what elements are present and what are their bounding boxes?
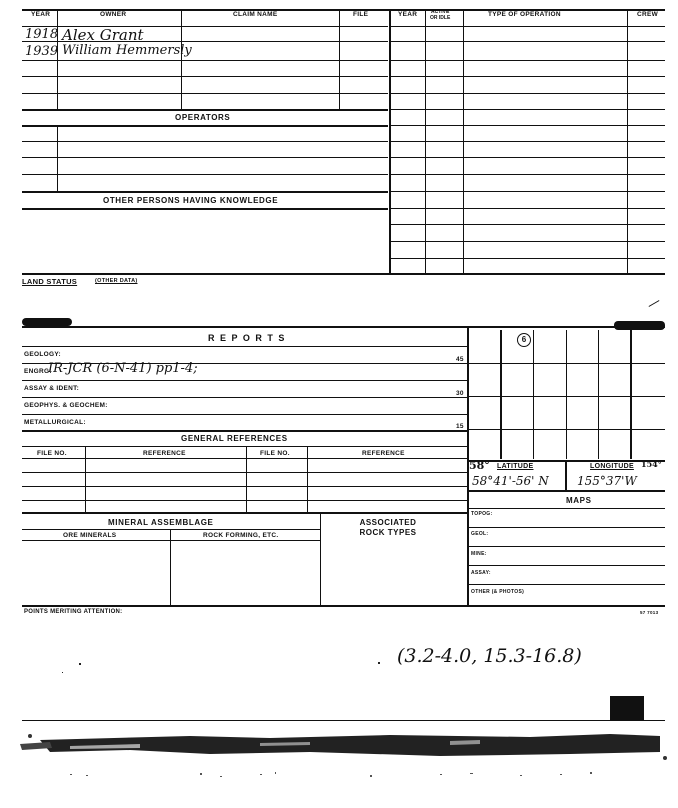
num-30: 30 [456, 390, 464, 397]
other-photos-label: OTHER (& PHOTOS) [471, 589, 525, 595]
num-15: 15 [456, 423, 464, 430]
claim-owner-2: William Hemmersly [62, 43, 192, 58]
coords-note: (3.2-4.0, 15.3-16.8) [397, 645, 582, 667]
points-meriting-attention: POINTS MERITING ATTENTION: [24, 609, 123, 615]
year-header: YEAR [31, 11, 51, 18]
assay-map-label: ASSAY: [471, 570, 491, 576]
ink-smudge-left [22, 318, 72, 326]
num-45: 45 [456, 356, 464, 363]
claim-year-1: 1918 [25, 27, 59, 42]
form-number: 57 7013 [640, 610, 659, 615]
file-no-header-1: FILE NO. [37, 450, 67, 457]
claim-year-2: 1939 [25, 44, 59, 59]
engrg-label: ENGRG: [24, 368, 52, 375]
type-of-operation-header: TYPE OF OPERATION [488, 11, 561, 18]
knowledge-title: OTHER PERSONS HAVING KNOWLEDGE [103, 196, 279, 205]
general-references-title: GENERAL REFERENCES [181, 434, 288, 443]
reports-title: R E P O R T S [208, 333, 286, 343]
maps-title: MAPS [566, 496, 592, 505]
longitude-label: LONGITUDE [590, 463, 634, 470]
grid-mark: 6 [517, 333, 531, 347]
ore-minerals-header: ORE MINERALS [63, 532, 117, 539]
file-header: FILE [353, 11, 369, 18]
associated-rock-types: ASSOCIATED ROCK TYPES [359, 518, 417, 537]
mine-label: MINE: [471, 551, 487, 557]
claim-name-header: CLAIM NAME [233, 11, 278, 18]
lat-prefix: 58° [469, 459, 490, 472]
land-status-title: LAND STATUS [22, 277, 78, 286]
latitude-value: 58°41'-56' N [472, 474, 549, 488]
latitude-label: LATITUDE [497, 463, 534, 470]
reference-header-2: REFERENCE [362, 450, 405, 457]
geophys-label: GEOPHYS. & GEOCHEM: [24, 402, 108, 409]
operators-title: OPERATORS [175, 113, 231, 122]
black-square [610, 696, 644, 720]
claim-owner-1: Alex Grant [62, 26, 144, 44]
geology-label: GEOLOGY: [24, 351, 61, 358]
scan-dots-row [50, 770, 650, 784]
active-header: ACTIVE OR IDLE [430, 9, 451, 21]
file-no-header-2: FILE NO. [260, 450, 290, 457]
scan-noise-band [10, 726, 670, 766]
longitude-value: 155°37'W [577, 474, 637, 488]
op-year-header: YEAR [398, 11, 418, 18]
geol-label: GEOL: [471, 531, 489, 537]
mineral-assemblage-title: MINERAL ASSEMBLAGE [108, 518, 214, 527]
land-status-sub: (OTHER DATA) [95, 278, 138, 284]
crew-header: CREW [637, 11, 659, 18]
long-suffix: 154° [641, 459, 662, 469]
topog-label: TOPOG: [471, 511, 493, 517]
metallurgical-label: METALLURGICAL: [24, 419, 86, 426]
assay-label: ASSAY & IDENT: [24, 385, 80, 392]
reference-header-1: REFERENCE [143, 450, 186, 457]
rock-forming-header: ROCK FORMING, ETC. [203, 532, 279, 539]
owner-header: OWNER [100, 11, 127, 18]
engrg-value: IR-JCR (6-N-41) pp1-4; [48, 361, 198, 376]
